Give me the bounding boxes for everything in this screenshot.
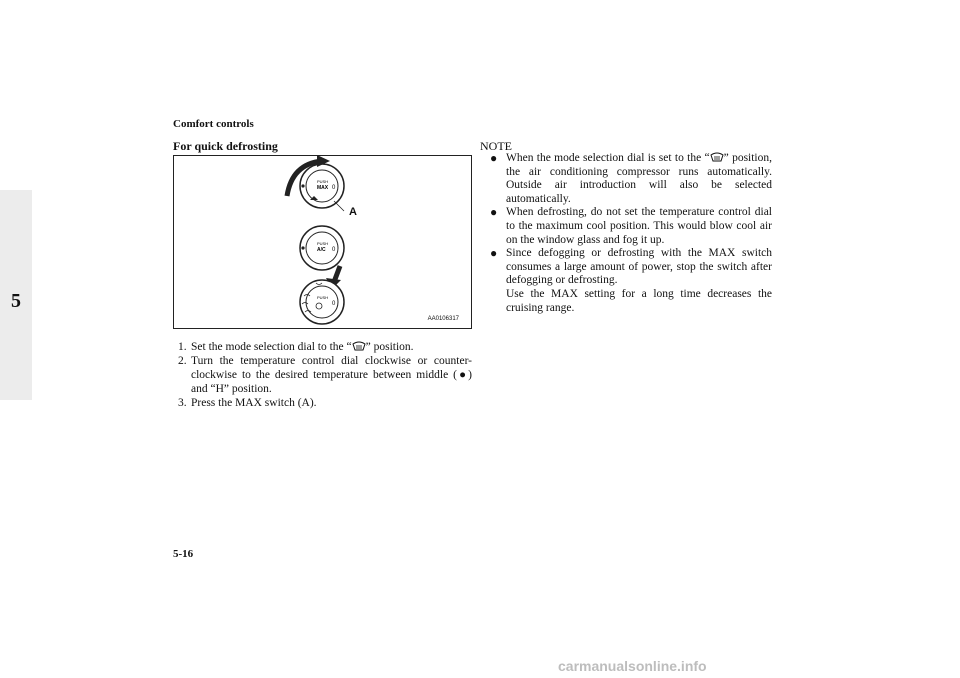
note-heading: NOTE	[480, 139, 512, 153]
section-title: For quick defrosting	[173, 139, 278, 153]
climate-dials-illustration	[174, 156, 473, 330]
note-text: When defrosting, do not set the temperature control dial to the maximum cool position. This would blow cool air on the window glass and fog it up.	[506, 206, 772, 246]
max-dial	[300, 164, 344, 208]
bullet-icon: ●	[490, 205, 498, 220]
windshield-defrost-icon	[352, 341, 366, 351]
mode-dial	[300, 280, 344, 324]
svg-text:PUSH: PUSH	[317, 179, 329, 184]
note-text-after: ” position, the air conditioning compressor runs automatically. Outside air introduction will also be selected automatically.	[506, 152, 773, 205]
steps-list	[178, 340, 472, 410]
section-tab-number: 5	[11, 290, 21, 312]
svg-text:MAX: MAX	[317, 185, 329, 191]
watermark[interactable]: carmanualsonline.info	[558, 658, 707, 674]
svg-text:PUSH: PUSH	[317, 241, 329, 246]
note-item	[490, 247, 772, 315]
running-head: Comfort controls	[173, 118, 254, 130]
step-text: Press the MAX switch (A).	[191, 397, 317, 409]
step-number: 3.	[178, 397, 187, 409]
note-item	[490, 206, 772, 247]
step-number: 1.	[178, 341, 187, 353]
figure-id: AA0106317	[427, 316, 459, 322]
step-text: Turn the temperature control dial clockwise or counter-clockwise to the desired temperature between middle (●) and “H” position.	[191, 355, 472, 395]
callout-label: A	[349, 206, 357, 218]
step-text-before: Set the mode selection dial to the “	[191, 341, 352, 353]
step-item	[178, 396, 472, 410]
note-item	[490, 152, 772, 206]
svg-text:A/C: A/C	[317, 247, 326, 253]
figure-climate-dials	[173, 155, 472, 329]
note-subtext: Use the MAX setting for a long time decreases the cruising range.	[506, 287, 772, 314]
ac-dial	[300, 226, 344, 270]
svg-text:0: 0	[332, 247, 336, 253]
svg-text:0: 0	[332, 185, 336, 191]
svg-text:PUSH: PUSH	[317, 295, 329, 300]
step-number: 2.	[178, 355, 187, 367]
notes-list	[490, 152, 772, 315]
page-number: 5-16	[173, 548, 194, 560]
step-text-after: ” position.	[365, 341, 414, 353]
step-item	[178, 340, 472, 354]
note-text: Since defogging or defrosting with the MAX switch consumes a large amount of power, stop the switch after defogging or defrosting.	[506, 247, 772, 287]
bullet-icon: ●	[490, 151, 498, 165]
windshield-defrost-icon	[710, 152, 724, 162]
bullet-icon: ●	[490, 246, 498, 261]
note-text-before: When the mode selection dial is set to the “	[506, 152, 710, 164]
step-item	[178, 354, 472, 396]
svg-text:0: 0	[332, 301, 336, 307]
